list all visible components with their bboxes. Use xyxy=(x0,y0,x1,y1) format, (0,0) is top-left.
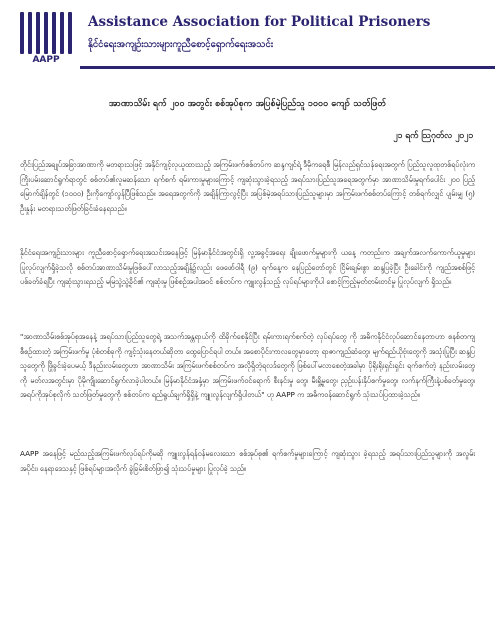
org-name-english: Assistance Association for Political Prisoners xyxy=(88,14,431,30)
paragraph-3-quote: "အာဏာသိမ်းစစ်အုပ်စုအနေနဲ့ အရပ်သားပြည်သူတွေရဲ့ အသက်အန္တရာယ်ကို ထိခိုက်စေနိုင်ပြီး ရမ်းကားရက်စက်တဲ့ လုပ်ရပ်တွေ ကို အဓိကနိုင်ငံလုပ်ဆောင်နေတာဟာ စနစ်တကျစီစဉ်ထားတဲ့ အကြမ်းဖက်မှု ပုံစံတစ်ခုကို ကျင့်သုံးနေတယ်ဆိုတာ ထွေပြောင်ရပါ တယ်။ အစောပိုင်းကာလတွေမှာတော့ ရာဇာကျည်ဆံတွေ၊ မျက်ရည်ယိုဗုံးတွေကို အသုံးပြုပြီး ဆန္ဒပြသူတွေကို ဖြိုခွင်းခဲ့ပေမယ့် ဒီနည်းလမ်းတွေဟာ အာဏာသိမ်း အကြမ်းဖက်စစ်တပ်က အလိုရှိတဲ့ရလဒ်တွေကို ဖြစ်ပေါ်မလာစေတဲ့အခါမှာ ပိုရိုးရိုးရှင်းရှင်း ရက်စက်တဲ့ နည်းလမ်းတွေကို မတ်လအတွင်းမှာ ပိုမိုကျိုးဆောင်ရွက်လာခဲ့ပါတယ်။ မြန်မာနိုင်ငံအနှံ့မှာ အကြမ်းဖက်ဝင်ရောက် စီးနင်းမှု တွေ၊ မီးရှို့မှုတွေ၊ ညှဉ်းပန်းနှိပ်စက်မှုတွေ၊ လက်နက်ကြီးနဲ့ပစ်ခတ်မှုတွေ၊ အရပ်ကိုအုပ်စုလိုက် သတ်ဖြတ်မှုတွေကို စစ်တပ်က ရည်ရွယ်ချက်ရှိရှိနဲ့ ကျူးလွန်လျက်ရှိပါတယ်" ဟု AAPP က အဓိကဝန်ဆောင်ရွက် သုံးသပ်ပြထားခဲ့သည်။ xyxy=(20,332,475,399)
header-divider xyxy=(80,66,495,69)
logo-text: AAPP xyxy=(32,55,60,65)
letterhead xyxy=(0,0,495,68)
org-name-burmese: နိုင်ငံရေးအကျဉ်းသားများကူညီစောင့်ရှောက်ရေးအသင်း xyxy=(88,39,274,50)
article-headline: အာဏာသိမ်း ရက် ၂၀၀ အတွင်း စစ်အုပ်စုက အပြစ်မဲ့ပြည်သူ ၁၀၀၀ ကျော် သတ်ဖြတ် xyxy=(108,99,387,109)
paragraph-2: နိုင်ငံရေးအကျဉ်းသားများ ကူညီစောင့်ရှောက်ရေးအသင်းအနေဖြင့် မြန်မာနိုင်ငံအတွင်းရှိ လူ့အခွင့်အရေး ချိုးဖောက်မှုများကို ယနေ့ ကတည်းက အချက်အလက်ကောက်ယူမှုများ ပြုလုပ်လျက်ရှိခဲ့သလို စစ်တပ်အာဏာသိမ်းမှုဖြစ်ပေါ်လာသည့်အချိန်၌လည်း ဖေဖော်ဝါရီ (၉) ရက်နေ့က နေပြည်တော်တွင် ငြိမ်းချမ်းစွာ ဆန္ဒပြခဲ့ပြီး ဦးခေါင်းကို ကျည်အစစ်ဖြင့် ပစ်ခတ်ခံရပြီး ကျဆုံးသွားရသည့် မမြသွဲ့သွဲ့ခိုင်၏ ကျဆုံးမှု ဖြစ်စဉ်အပါအဝင် စစ်တပ်က ကျူးလွန်သည့် လုပ်ရပ်များကိုပါ စောင့်ကြည့်မှတ်တမ်းတင်မှု ပြုလုပ်လျက် ရှိသည်။ xyxy=(20,248,475,286)
prison-bars-icon xyxy=(20,12,72,54)
aapp-logo xyxy=(20,12,72,66)
paragraph-4: AAPP အနေဖြင့် မည်သည့်အကြမ်းဖက်လုပ်ရပ်ကိုမဆို ကျူးလွန်ရန်ဝန်မလေးသော စစ်အုပ်စု၏ ရက်စက်မှုများကြောင့် ကျဆုံးသွား ခဲ့ရသည့် အရပ်သားပြည်သူများကို အလွမ်းအပိုင်း၊ နေရာဒေသနှင့် ဖြစ်ရပ်များအလိုက် ခွဲခြမ်းစိတ်ဖြာ၍ သုံးသပ်မှုများ ပြုလုပ်ခဲ့ သည်။ xyxy=(20,449,475,473)
paragraph-1: တိုင်းပြည်အချုပ်အခြာအာဏာကို မတရားသဖြင့် အနိုင်ကျင့်လုယူထားသည့် အကြမ်းဖက်စစ်တပ်က ဆန္ဒကျင်ရဲ့ ဒီမိုကရေစီ မြန်လည်ရှင်သန်ရေးအတွက် ပြည်သူလူထုတစ်ရပ်လုံးက ကြိုးပမ်းဆောင်ရွက်ရာတွင် စစ်တပ်၏လူမဆန်သော ရက်စက် ရမ်းကားမှုများကြောင့် ကျဆုံးသွားခဲ့ရသည့် အရပ်သားပြည်သူအရေအတွက်မှာ အာဏာသိမ်းမှုရက်ပေါင်း ၂၀၀ ပြည့်မြောက်ချိန်တွင် (၁၀၀၀) ဦးကိုကျော်လွန်ပြီဖြစ်သည်။ အရေအတွက်ကို အချိန်ကြာလွင့်ပြီး အပြစ်မဲ့အရပ်သားပြည်သူများမှာ အကြမ်းဖက်စစ်တပ်ကြောင့် တစ်ရက်လျှင် ပျမ်းမျှ (၅) ဦးနှုန်း မတရားသတ်ဖြတ်ခြင်းခံနေရသည်။ xyxy=(20,160,475,213)
article-date: ၂၁ ရက် ဩဂုတ်လ ၂၀၂၁ xyxy=(393,131,473,141)
